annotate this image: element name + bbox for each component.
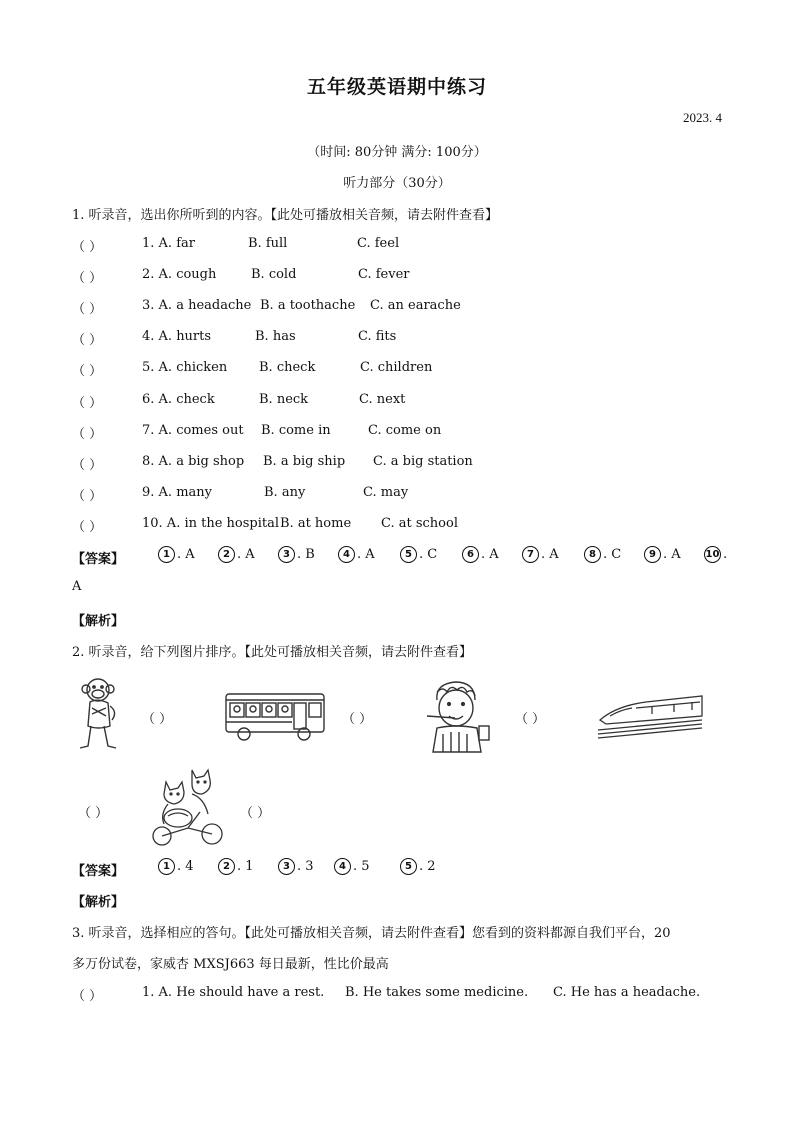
q1-answer-label: 【答案】 [72, 552, 125, 567]
q1-item-paren: （ ） [72, 333, 103, 348]
answer-number-badge: 4 [334, 858, 351, 875]
q1-item-option-c: C. feel [357, 236, 400, 251]
q1-item-option-a: 2. A. cough [142, 267, 217, 282]
boy-brushing-teeth-picture [423, 678, 493, 754]
answer-number-badge: 9 [644, 546, 661, 563]
q1-item-option-a: 8. A. a big shop [142, 454, 245, 469]
q1-item-paren: （ ） [72, 520, 103, 535]
answer-number-badge: 2 [218, 546, 235, 563]
q3-item-1-paren: （ ） [72, 989, 103, 1004]
q1-item-paren: （ ） [72, 364, 103, 379]
q1-item-option-a: 5. A. chicken [142, 360, 228, 375]
q1-item-paren: （ ） [72, 271, 103, 286]
q1-item-option-a: 4. A. hurts [142, 329, 212, 344]
q1-instruction: 1. 听录音，选出你所听到的内容。【此处可播放相关音频，请去附件查看】 [72, 208, 499, 223]
bus-picture [224, 690, 328, 744]
q1-item-paren: （ ） [72, 240, 103, 255]
train-picture [596, 688, 704, 740]
answer-item [584, 546, 621, 563]
answer-value: . [723, 547, 728, 562]
answer-number-badge: 7 [522, 546, 539, 563]
answer-item [218, 858, 254, 875]
q1-item-option-b: B. check [259, 360, 316, 375]
answer-number-badge: 3 [278, 546, 295, 563]
answer-number-badge: 1 [158, 858, 175, 875]
q2-paren-2: （ ） [342, 712, 373, 727]
answer-item [400, 858, 436, 875]
answer-value: . A [663, 547, 681, 562]
q1-item-option-b: B. full [248, 236, 288, 251]
q1-analysis-label: 【解析】 [72, 614, 125, 629]
q1-item-option-a: 1. A. far [142, 236, 195, 251]
q2-answer-label: 【答案】 [72, 864, 125, 879]
answer-value: . A [357, 547, 375, 562]
q1-item-paren: （ ） [72, 396, 103, 411]
answer-item [704, 546, 727, 563]
q2-instruction: 2. 听录音，给下列图片排序。【此处可播放相关音频，请去附件查看】 [72, 645, 473, 660]
answer-number-badge: 10 [704, 546, 721, 563]
q1-item-option-b: B. at home [280, 516, 352, 531]
exam-info: （时间: 80分钟 满分: 100分） [307, 145, 487, 160]
answer-item [338, 546, 375, 563]
q1-answer-wrap: A [72, 579, 82, 594]
q3-item-1-option-a: 1. A. He should have a rest. [142, 985, 325, 1000]
answer-item [218, 546, 255, 563]
q1-item-option-b: B. a big ship [263, 454, 346, 469]
q1-item-option-a: 3. A. a headache [142, 298, 252, 313]
answer-number-badge: 8 [584, 546, 601, 563]
q1-item-option-b: B. has [255, 329, 296, 344]
answer-value: . C [419, 547, 438, 562]
answer-item [400, 546, 437, 563]
answer-value: . C [603, 547, 622, 562]
answer-item [522, 546, 559, 563]
answer-number-badge: 5 [400, 546, 417, 563]
q3-item-1-option-c: C. He has a headache. [553, 985, 701, 1000]
page-title: 五年级英语期中练习 [306, 76, 487, 98]
q3-instruction-line2: 多万份试卷，家威杏 MXSJ663 每日最新，性比价最高 [72, 957, 389, 972]
q1-item-option-b: B. a toothache [260, 298, 356, 313]
q1-item-paren: （ ） [72, 427, 103, 442]
q1-item-option-a: 9. A. many [142, 485, 212, 500]
q1-item-paren: （ ） [72, 458, 103, 473]
q3-item-1-option-b: B. He takes some medicine. [345, 985, 529, 1000]
answer-item [334, 858, 370, 875]
q1-item-option-b: B. cold [251, 267, 297, 282]
q1-item-option-c: C. fever [358, 267, 410, 282]
q1-item-option-c: C. may [363, 485, 409, 500]
answer-value: . A [541, 547, 559, 562]
q1-item-option-c: C. come on [368, 423, 442, 438]
answer-value: . 1 [237, 859, 254, 874]
answer-number-badge: 3 [278, 858, 295, 875]
q2-paren-5: （ ） [240, 806, 271, 821]
q1-item-option-c: C. next [359, 392, 406, 407]
section-heading: 听力部分（30分） [343, 176, 451, 191]
q2-paren-1: （ ） [142, 712, 173, 727]
q1-item-option-c: C. a big station [373, 454, 473, 469]
exam-date: 2023. 4 [683, 110, 722, 125]
cats-on-bike-picture [148, 766, 228, 848]
q2-paren-3: （ ） [515, 712, 546, 727]
q1-item-option-c: C. at school [381, 516, 458, 531]
q1-item-paren: （ ） [72, 489, 103, 504]
answer-value: . 4 [177, 859, 194, 874]
answer-value: . 5 [353, 859, 370, 874]
answer-item [158, 546, 195, 563]
answer-number-badge: 2 [218, 858, 235, 875]
answer-item [644, 546, 681, 563]
q1-item-paren: （ ） [72, 302, 103, 317]
answer-value: . 2 [419, 859, 436, 874]
q1-item-option-a: 6. A. check [142, 392, 215, 407]
answer-number-badge: 4 [338, 546, 355, 563]
answer-value: . A [177, 547, 195, 562]
answer-item [278, 546, 315, 563]
answer-value: . A [481, 547, 499, 562]
q1-item-option-b: B. any [264, 485, 306, 500]
answer-item [158, 858, 194, 875]
q1-item-option-c: C. fits [358, 329, 397, 344]
q1-item-option-a: 10. A. in the hospital [142, 516, 280, 531]
answer-number-badge: 5 [400, 858, 417, 875]
q1-item-option-c: C. an earache [370, 298, 461, 313]
q3-instruction-line1: 3. 听录音，选择相应的答句。【此处可播放相关音频，请去附件查看】您看到的资料都源自我们平台，20 [72, 926, 671, 941]
q1-item-option-b: B. come in [261, 423, 331, 438]
answer-item [278, 858, 314, 875]
q1-item-option-a: 7. A. comes out [142, 423, 244, 438]
q1-item-option-c: C. children [360, 360, 433, 375]
answer-value: . A [237, 547, 255, 562]
answer-number-badge: 6 [462, 546, 479, 563]
q2-analysis-label: 【解析】 [72, 895, 125, 910]
answer-number-badge: 1 [158, 546, 175, 563]
answer-value: . 3 [297, 859, 314, 874]
answer-item [462, 546, 499, 563]
answer-value: . B [297, 547, 315, 562]
q2-paren-4: （ ） [78, 806, 109, 821]
q1-item-option-b: B. neck [259, 392, 309, 407]
monkey-picture [76, 676, 124, 754]
